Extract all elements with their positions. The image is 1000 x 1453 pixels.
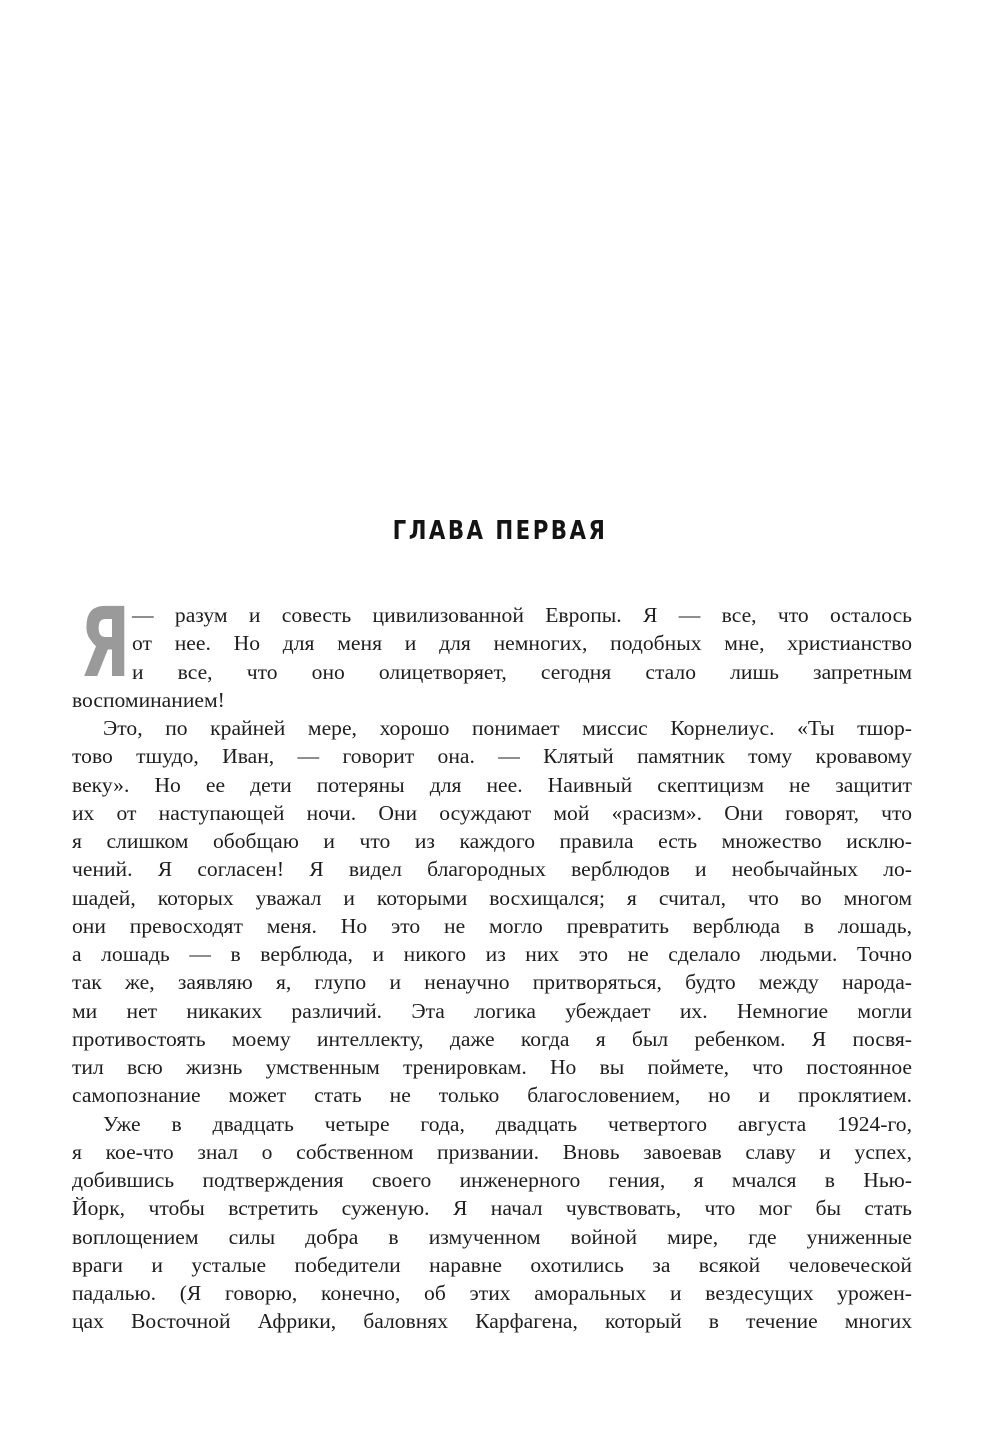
chapter-body — [72, 587, 912, 1336]
text-line: веку». Но ее дети потеряны для нее. Наивный скептицизм не защитит — [72, 772, 912, 797]
text-line: враги и усталые победители наравне охотились за всякой человеческой — [72, 1252, 912, 1277]
text-line: добившись подтверждения своего инженерного гения, я мчался в Нью- — [72, 1168, 912, 1192]
text-line: Йорк, чтобы встретить суженую. Я начал чувствовать, что мог бы стать — [72, 1196, 912, 1221]
text-line: я кое-что знал о собственном призвании. Вновь завоевав славу и успех, — [72, 1139, 912, 1164]
text-line: ми нет никаких различий. Эта логика убеждает их. Немногие могли — [72, 998, 912, 1023]
text-line: противостоять моему интеллекту, даже когда я был ребенком. Я посвя- — [72, 1026, 912, 1051]
text-line: самопознание может стать не только благословением, но и проклятием. — [72, 1083, 912, 1108]
text-line: Уже в двадцать четыре года, двадцать четвертого августа 1924-го, — [103, 1111, 912, 1136]
text-line: шадей, которых уважал и которыми восхищался; я считал, что во многом — [72, 885, 912, 910]
text-line: так же, заявляю я, глупо и ненаучно притворяться, будто между народа- — [72, 970, 912, 995]
text-line: от нее. Но для меня и для немногих, подобных мне, христианство — [132, 631, 912, 656]
text-line: чений. Я согласен! Я видел благородных верблюдов и необычайных ло- — [72, 857, 912, 882]
text-line: они превосходят меня. Но это не могло превратить верблюда в лошадь, — [72, 913, 912, 938]
text-line: их от наступающей ночи. Они осуждают мой «расизм». Они говорят, что — [72, 800, 912, 825]
text-line: — разум и совесть цивилизованной Европы. Я — все, что осталось — [132, 603, 912, 627]
text-line: тил всю жизнь умственным тренировкам. Но вы поймете, что постоянное — [72, 1055, 912, 1079]
paragraph-1 — [72, 587, 912, 714]
text-line: цах Восточной Африки, баловнях Карфагена, который в течение многих — [72, 1309, 912, 1334]
text-line: падалью. (Я говорю, конечно, об этих аморальных и вездесущих урожен- — [72, 1281, 912, 1305]
text-line: воспоминанием! — [72, 687, 225, 712]
text-line: тово тшудо, Иван, — говорит она. — Клятый памятник тому кровавому — [72, 744, 912, 769]
text-line: а лошадь — в верблюда, и никого из них это не сделало людьми. Точно — [72, 942, 912, 966]
text-line: и все, что оно олицетворяет, сегодня стало лишь запретным — [132, 659, 912, 684]
text-line: воплощением силы добра в измученном войной мире, где униженные — [72, 1224, 912, 1249]
text-line: я слишком обобщаю и что из каждого правила есть множество исклю- — [72, 829, 912, 853]
drop-cap-letter: Я — [80, 587, 131, 699]
paragraph-3 — [72, 1110, 912, 1336]
chapter-title: ГЛАВА ПЕРВАЯ — [392, 516, 608, 546]
paragraph-2 — [72, 714, 912, 1110]
text-line: Это, по крайней мере, хорошо понимает миссис Корнелиус. «Ты тшор- — [103, 716, 912, 740]
